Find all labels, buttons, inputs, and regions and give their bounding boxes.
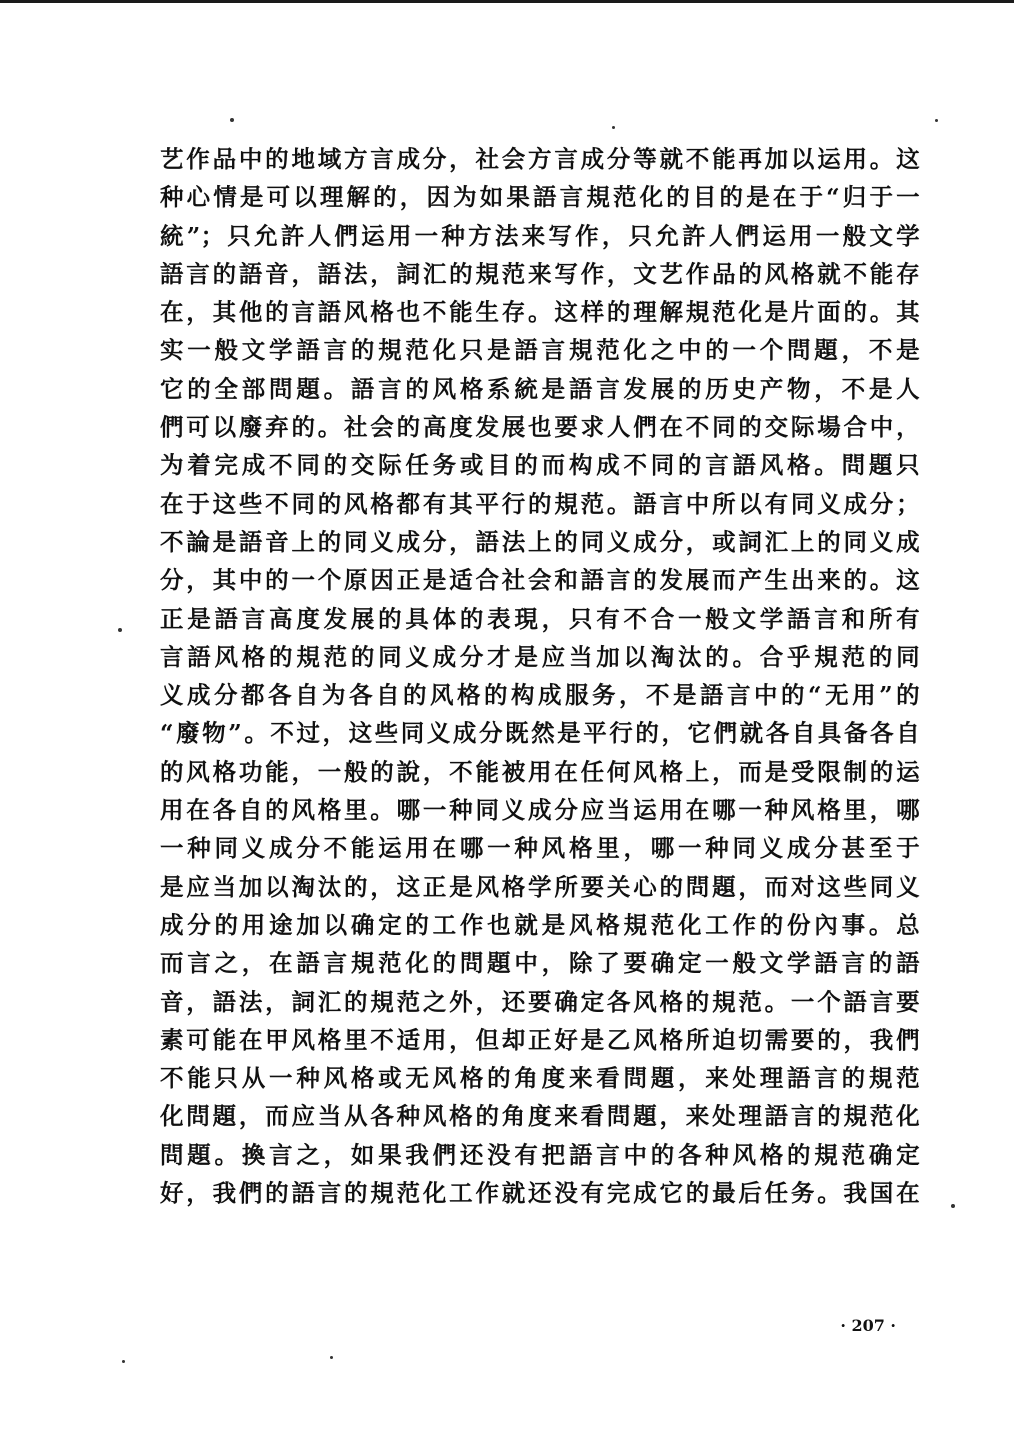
- text-line: 它的全部問題。語言的风格系統是語言发展的历史产物，不是人: [160, 374, 920, 403]
- text-line: 成分的用途加以确定的工作也就是风格規范化工作的份內事。总: [160, 910, 920, 939]
- text-line: 化問題，而应当从各种风格的角度来看問題，来处理語言的規范化: [160, 1102, 920, 1131]
- text-line: 在于这些不同的风格都有其平行的規范。語言中所以有同义成分；: [160, 489, 920, 518]
- text-line: 在，其他的言語风格也不能生存。这样的理解規范化是片面的。其: [160, 298, 920, 327]
- scan-speck: [612, 126, 615, 129]
- text-line: 种心情是可以理解的，因为如果語言規范化的目的是在于“归于一: [160, 183, 920, 212]
- text-line: 不能只从一种风格或无风格的角度来看問題，来处理語言的規范: [160, 1064, 920, 1093]
- text-line: 不論是語音上的同义成分，語法上的同义成分，或詞汇上的同义成: [160, 527, 920, 556]
- text-line: 而言之，在語言規范化的問題中，除了要确定一般文学語言的語: [160, 949, 920, 978]
- scan-speck: [330, 1356, 333, 1359]
- text-line: 語言的語音，語法，詞汇的規范来写作，文艺作品的风格就不能存: [160, 259, 920, 288]
- page-body-text: [160, 140, 920, 1212]
- scan-speck: [951, 1204, 955, 1208]
- text-line: 音，語法，詞汇的規范之外，还要确定各风格的規范。一个語言要: [160, 987, 920, 1016]
- text-line: 是应当加以淘汰的，这正是风格学所要关心的問題，而对这些同义: [160, 872, 920, 901]
- text-line: 統”；只允許人們运用一种方法来写作，只允許人們运用一般文学: [160, 221, 920, 250]
- scan-speck: [935, 119, 938, 122]
- text-line: 为着完成不同的交际任务或目的而构成不同的言語风格。問題只: [160, 451, 920, 480]
- text-line: 正是語言高度发展的具体的表現，只有不合一般文学語言和所有: [160, 604, 920, 633]
- text-line: 艺作品中的地域方言成分，社会方言成分等就不能再加以运用。这: [160, 145, 920, 173]
- text-line: 言語风格的規范的同义成分才是应当加以淘汰的。合乎規范的同: [160, 642, 920, 671]
- scan-speck: [122, 1360, 125, 1363]
- text-line: 的风格功能，一般的說，不能被用在任何风格上，而是受限制的运: [160, 757, 920, 786]
- text-line: 一种同义成分不能运用在哪一种风格里，哪一种同义成分甚至于: [160, 834, 920, 863]
- scan-speck: [230, 118, 234, 122]
- text-line: 問題。換言之，如果我們还没有把語言中的各种风格的規范确定: [160, 1140, 920, 1169]
- scan-speck: [118, 628, 122, 632]
- text-line: 素可能在甲风格里不适用，但却正好是乙风格所迫切需要的，我們: [160, 1025, 920, 1054]
- text-line: 們可以廢弃的。社会的高度发展也要求人們在不同的交际場合中，: [160, 413, 920, 442]
- page-number: · 207 ·: [840, 1316, 896, 1335]
- top-border-rule: [0, 0, 1014, 3]
- text-line: 实一般文学語言的規范化只是語言規范化之中的一个問題，不是: [160, 336, 920, 365]
- text-line: “廢物”。不过，这些同义成分既然是平行的，它們就各自具备各自: [160, 719, 920, 748]
- text-line: 分，其中的一个原因正是适合社会和語言的发展而产生出来的。这: [160, 566, 920, 595]
- text-line: 用在各自的风格里。哪一种同义成分应当运用在哪一种风格里，哪: [160, 796, 920, 825]
- text-line: 好，我們的語言的規范化工作就还没有完成它的最后任务。我国在: [160, 1179, 920, 1208]
- text-line: 义成分都各自为各自的风格的构成服务，不是語言中的“无用”的: [160, 681, 920, 710]
